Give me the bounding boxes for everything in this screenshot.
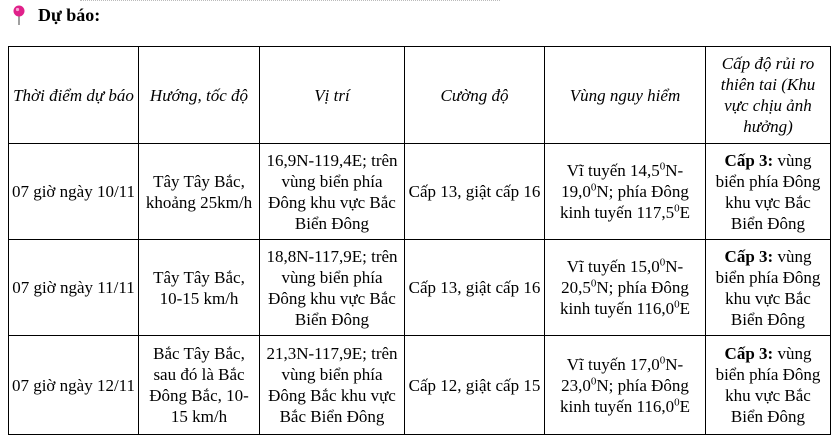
risk-area: vùng biển phía Đông khu vực Bắc Biển Đông: [715, 246, 821, 329]
header-intensity: Cường độ: [405, 47, 545, 144]
risk-area: vùng biển phía Đông khu vực Bắc Biển Đông: [715, 150, 821, 233]
cell-time: 07 giờ ngày 10/11: [9, 144, 139, 240]
map-pin-icon: [10, 4, 30, 26]
cell-direction: Bắc Tây Bắc, sau đó là Bắc Đông Bắc, 10-15 km/h: [139, 336, 260, 435]
header-position: Vị trí: [260, 47, 405, 144]
cell-danger-zone: Vĩ tuyến 15,0$^0$N-20,5$^0$N; phía Đông kinh tuyến 116,0$^0$E: [545, 240, 706, 336]
cell-intensity: Cấp 13, giật cấp 16: [405, 144, 545, 240]
cell-position: 18,8N-117,9E; trên vùng biển phía Đông khu vực Bắc Biển Đông: [260, 240, 405, 336]
section-heading: [10, 2, 100, 28]
cell-time: 07 giờ ngày 12/11: [9, 336, 139, 435]
header-danger-zone: Vùng nguy hiểm: [545, 47, 706, 144]
cell-risk: [706, 336, 831, 435]
cell-risk: [706, 144, 831, 240]
table-row: [9, 144, 831, 240]
cell-position: 21,3N-117,9E; trên vùng biển phía Đông Bắc khu vực Bắc Biển Đông: [260, 336, 405, 435]
risk-area: vùng biển phía Đông khu vực Bắc Biển Đông: [715, 344, 821, 426]
risk-level: Cấp 3:: [724, 344, 774, 363]
cell-danger-zone: Vĩ tuyến 17,0$^0$N-23,0$^0$N; phía Đông kinh tuyến 116,0$^0$E: [545, 336, 706, 435]
table-row: [9, 240, 831, 336]
cell-intensity: Cấp 12, giật cấp 15: [405, 336, 545, 435]
cell-position: 16,9N-119,4E; trên vùng biển phía Đông khu vực Bắc Biển Đông: [260, 144, 405, 240]
risk-level: Cấp 3:: [724, 150, 774, 170]
forecast-table: [8, 46, 831, 435]
cell-time: 07 giờ ngày 11/11: [9, 240, 139, 336]
header-forecast-time: Thời điểm dự báo: [9, 47, 139, 144]
header-direction-speed: Hướng, tốc độ: [139, 47, 260, 144]
cell-intensity: Cấp 13, giật cấp 16: [405, 240, 545, 336]
table-header-row: [9, 47, 831, 144]
top-divider: [80, 0, 500, 3]
cell-risk: [706, 240, 831, 336]
cell-direction: Tây Tây Bắc, khoảng 25km/h: [139, 144, 260, 240]
table-row: [9, 336, 831, 435]
cell-direction: Tây Tây Bắc, 10-15 km/h: [139, 240, 260, 336]
cell-danger-zone: Vĩ tuyến 14,5$^0$N-19,0$^0$N; phía Đông kinh tuyến 117,5$^0$E: [545, 144, 706, 240]
heading-text: Dự báo:: [38, 4, 101, 25]
risk-level: Cấp 3:: [724, 246, 774, 266]
header-risk-level: Cấp độ rủi ro thiên tai (Khu vực chịu ảnh hưởng): [706, 47, 831, 144]
